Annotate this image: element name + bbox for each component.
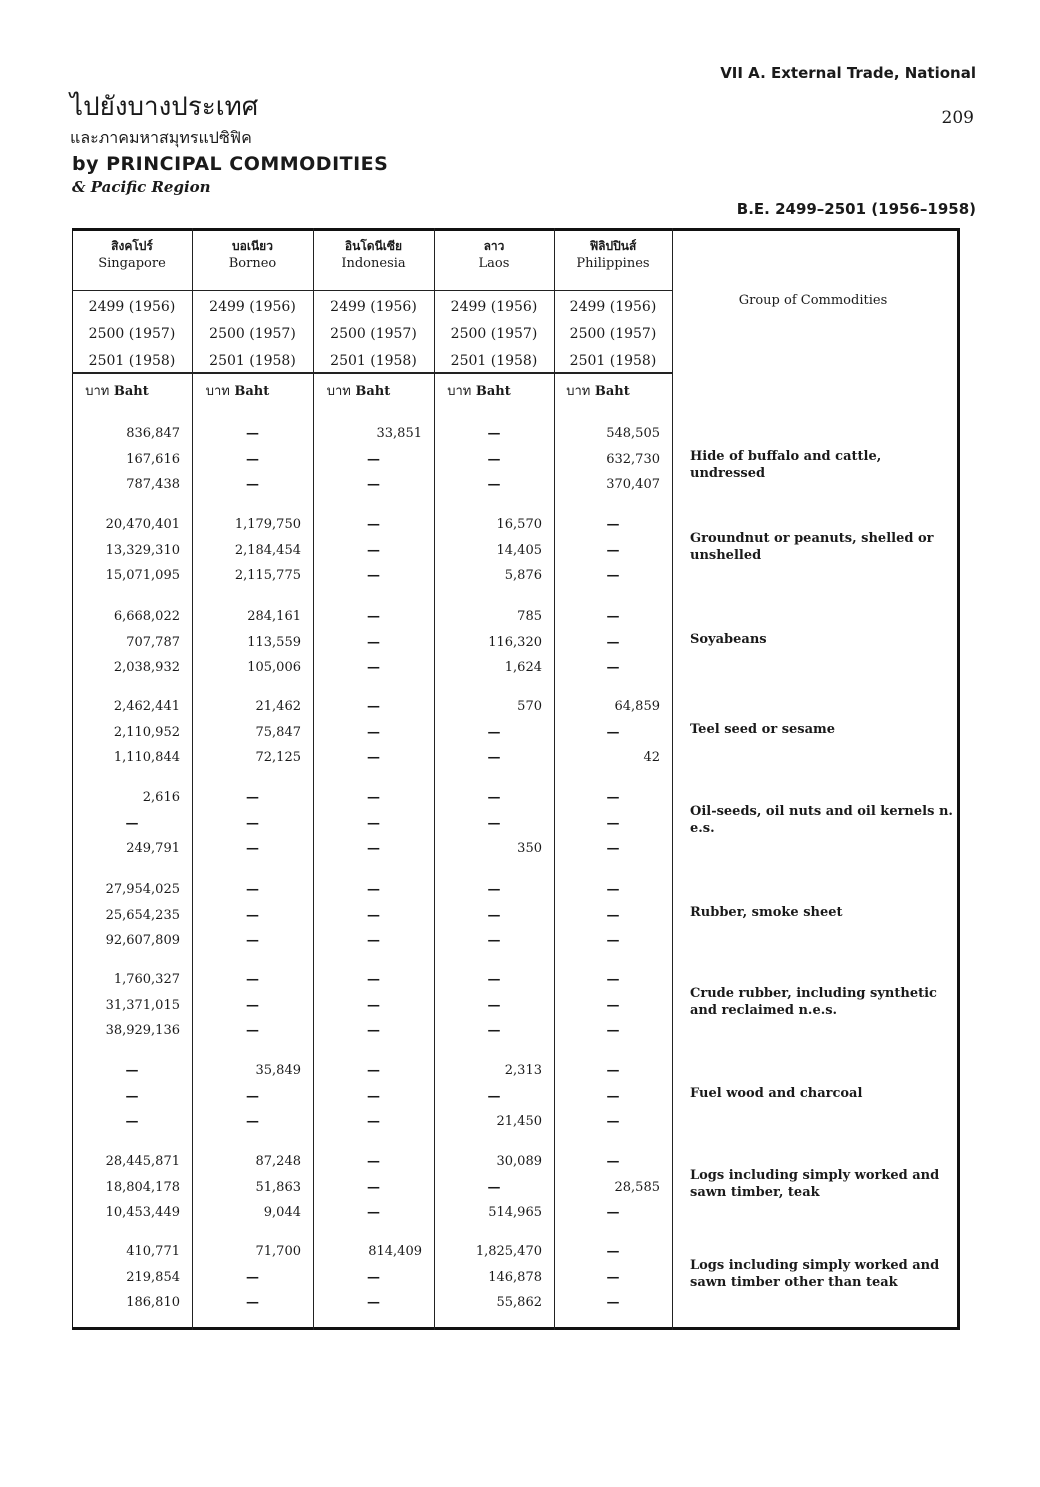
- table-cell: —: [246, 972, 259, 987]
- table-cell: —: [606, 815, 620, 831]
- table-cell: —: [246, 907, 259, 923]
- table-cell: 87,248: [255, 1154, 301, 1169]
- english-subtitle: & Pacific Region: [72, 178, 211, 196]
- table-cell: 71,700: [255, 1244, 301, 1259]
- table-cell: 15,071,095: [105, 568, 180, 583]
- table-cell: 72,125: [255, 750, 301, 765]
- commodity-name: Soyabeans: [690, 632, 767, 647]
- year-label: 2499 (1956): [450, 299, 538, 315]
- table-cell: —: [487, 724, 501, 740]
- table-cell: —: [606, 1269, 620, 1285]
- column-header-english: Laos: [478, 256, 510, 271]
- table-cell: 2,184,454: [234, 542, 301, 558]
- table-cell: 105,006: [247, 660, 301, 675]
- table-cell: 6,668,022: [113, 609, 180, 624]
- table-cell: —: [367, 907, 380, 923]
- table-cell: 2,616: [142, 790, 180, 805]
- table-cell: —: [606, 517, 620, 532]
- table-cell: —: [246, 1088, 259, 1104]
- table-cell: —: [367, 609, 380, 624]
- table-cell: —: [606, 1063, 620, 1078]
- table-cell: —: [367, 841, 380, 856]
- table-cell: —: [367, 790, 380, 805]
- table-cell: 2,110,952: [113, 724, 180, 740]
- table-cell: —: [606, 609, 620, 624]
- table-cell: —: [246, 451, 259, 467]
- table-cell: —: [246, 477, 259, 492]
- table-cell: 219,854: [126, 1269, 180, 1285]
- table-cell: —: [246, 933, 259, 948]
- table-cell: —: [606, 634, 620, 650]
- table-cell: —: [367, 660, 380, 675]
- commodity-name: Hide of buffalo and cattle, undressed: [690, 449, 882, 481]
- table-cell: 30,089: [496, 1154, 542, 1169]
- table-cell: —: [367, 1088, 380, 1104]
- table-cell: —: [125, 1063, 139, 1078]
- commodity-name: Logs including simply worked and sawn timber, teak: [690, 1168, 940, 1200]
- year-label: 2500 (1957): [88, 326, 176, 342]
- table-cell: —: [125, 1088, 139, 1104]
- table-cell: —: [487, 750, 501, 765]
- table-cell: —: [487, 477, 501, 492]
- unit-english: Baht: [475, 384, 511, 399]
- table-cell: —: [487, 882, 501, 897]
- year-label: 2501 (1958): [569, 353, 657, 369]
- commodity-name: Groundnut or peanuts, shelled or unshelled: [690, 531, 934, 563]
- unit-label: [192, 380, 283, 401]
- table-cell: —: [246, 1023, 259, 1038]
- unit-label: [434, 380, 524, 401]
- unit-label: [313, 380, 404, 401]
- table-cell: —: [606, 1244, 620, 1259]
- year-label: 2499 (1956): [569, 299, 657, 315]
- column-header-borneo: [192, 238, 313, 272]
- column-header-thai: อินโดนีเซีย: [344, 239, 403, 253]
- table-cell: 51,863: [255, 1179, 301, 1195]
- table-cell: 28,445,871: [105, 1154, 180, 1169]
- table-cell: 10,453,449: [105, 1205, 180, 1220]
- table-cell: —: [367, 634, 380, 650]
- table-cell: —: [487, 907, 501, 923]
- table-cell: —: [367, 568, 380, 583]
- year-label: 2500 (1957): [209, 326, 296, 342]
- column-header-english: Philippines: [576, 256, 650, 271]
- table-cell: 2,115,775: [234, 568, 301, 583]
- table-cell: —: [606, 568, 620, 583]
- table-cell: —: [606, 1114, 620, 1129]
- table-cell: —: [367, 1063, 380, 1078]
- table-cell: —: [246, 1269, 259, 1285]
- table-cell: —: [246, 997, 259, 1013]
- table-cell: 707,787: [126, 634, 180, 650]
- year-label: 2500 (1957): [330, 326, 417, 342]
- table-cell: —: [367, 517, 380, 532]
- table-cell: 35,849: [255, 1063, 301, 1078]
- table-cell: —: [487, 815, 501, 831]
- table-cell: —: [487, 972, 501, 987]
- table-cell: —: [367, 882, 380, 897]
- table-cell: 5,876: [504, 568, 542, 583]
- table-cell: —: [367, 815, 380, 831]
- unit-label: [554, 380, 642, 401]
- table-cell: —: [606, 997, 620, 1013]
- table-cell: —: [367, 972, 380, 987]
- table-cell: 38,929,136: [105, 1023, 180, 1038]
- commodity-name: Logs including simply worked and sawn timber other than teak: [690, 1258, 940, 1290]
- year-labels: [192, 294, 313, 375]
- thai-title: ไปยังบางประเทศ: [70, 92, 259, 122]
- year-label: 2501 (1958): [330, 353, 417, 369]
- table-cell: 2,313: [504, 1063, 542, 1078]
- table-cell: 28,585: [614, 1179, 660, 1195]
- table-cell: —: [367, 1179, 380, 1195]
- table-cell: 249,791: [126, 841, 180, 856]
- table-cell: 13,329,310: [105, 542, 180, 558]
- table-cell: 2,038,932: [113, 660, 180, 675]
- table-cell: 836,847: [126, 426, 180, 441]
- table-cell: 18,804,178: [105, 1179, 180, 1195]
- unit-thai: บาท: [447, 384, 472, 399]
- period-heading: B.E. 2499–2501 (1956–1958): [736, 200, 976, 218]
- table-cell: 167,616: [126, 451, 180, 467]
- table-cell: 55,862: [496, 1295, 542, 1310]
- commodity-name: Teel seed or sesame: [690, 722, 836, 737]
- table-cell: —: [367, 750, 380, 765]
- table-cell: 186,810: [126, 1295, 180, 1310]
- table-cell: —: [367, 542, 380, 558]
- column-header-indonesia: [313, 238, 434, 272]
- commodity-name: Oil-seeds, oil nuts and oil kernels n. e.s.: [690, 804, 953, 836]
- table-cell: —: [367, 997, 380, 1013]
- table-cell: —: [606, 724, 620, 740]
- page-number: 209: [941, 108, 974, 128]
- table-cell: 116,320: [488, 634, 542, 650]
- column-header-english: Borneo: [228, 256, 277, 271]
- table-cell: 785: [517, 609, 542, 624]
- table-cell: 514,965: [488, 1205, 542, 1220]
- table-cell: —: [367, 1205, 380, 1220]
- table-cell: —: [125, 815, 139, 831]
- table-cell: —: [367, 1295, 380, 1310]
- year-labels: [434, 294, 554, 375]
- table-cell: 350: [517, 841, 542, 856]
- year-label: 2499 (1956): [330, 299, 417, 315]
- year-label: 2499 (1956): [209, 299, 296, 315]
- table-cell: 1,760,327: [113, 972, 180, 987]
- table-cell: —: [367, 699, 380, 714]
- header-divider: [72, 290, 672, 291]
- table-cell: 570: [517, 699, 542, 714]
- table-cell: 1,179,750: [234, 517, 301, 532]
- year-label: 2501 (1958): [209, 353, 296, 369]
- table-cell: —: [246, 1295, 259, 1310]
- table-cell: —: [606, 1295, 620, 1310]
- table-cell: —: [487, 997, 501, 1013]
- column-divider: [672, 228, 673, 1330]
- column-header-philippines: [554, 238, 672, 272]
- table-cell: —: [246, 1114, 259, 1129]
- table-cell: 2,462,441: [113, 699, 180, 714]
- table-cell: 42: [643, 750, 660, 765]
- table-cell: 27,954,025: [105, 882, 180, 897]
- table-cell: 1,110,844: [113, 750, 180, 765]
- column-header-english: Singapore: [98, 256, 166, 271]
- column-header-thai: สิงคโปร์: [111, 239, 153, 253]
- unit-label: [72, 380, 162, 401]
- column-header-thai: ฟิลิปปินส์: [589, 239, 637, 253]
- table-cell: 75,847: [255, 724, 301, 740]
- table-cell: —: [367, 724, 380, 740]
- table-cell: —: [367, 451, 380, 467]
- table-cell: 113,559: [247, 634, 301, 650]
- table-cell: 1,825,470: [475, 1244, 542, 1259]
- table-cell: 16,570: [496, 517, 542, 532]
- table-cell: —: [487, 1023, 501, 1038]
- table-cell: —: [487, 451, 501, 467]
- table-cell: 14,405: [496, 542, 542, 558]
- table-cell: 370,407: [606, 477, 660, 492]
- table-cell: 31,371,015: [105, 997, 180, 1013]
- year-labels: [72, 294, 192, 375]
- table-cell: —: [367, 1023, 380, 1038]
- english-title: by PRINCIPAL COMMODITIES: [72, 153, 389, 175]
- unit-thai: บาท: [326, 384, 351, 399]
- table-cell: —: [487, 790, 501, 805]
- table-cell: —: [125, 1114, 139, 1129]
- table-cell: —: [606, 841, 620, 856]
- commodity-name: Crude rubber, including synthetic and reclaimed n.e.s.: [690, 986, 937, 1018]
- table-cell: 9,044: [263, 1205, 301, 1220]
- unit-english: Baht: [234, 384, 270, 399]
- table-cell: 787,438: [126, 477, 180, 492]
- column-header-thai: บอเนียว: [232, 239, 273, 253]
- column-header-thai: ลาว: [483, 239, 505, 253]
- table-cell: —: [487, 1088, 501, 1104]
- section-heading: VII A. External Trade, National: [720, 64, 976, 82]
- year-labels: [313, 294, 434, 375]
- table-cell: 814,409: [368, 1244, 422, 1259]
- table-cell: —: [487, 1179, 501, 1195]
- table-cell: —: [367, 933, 380, 948]
- table-cell: —: [487, 933, 501, 948]
- table-cell: —: [487, 426, 501, 441]
- table-cell: —: [606, 882, 620, 897]
- table-cell: 410,771: [126, 1244, 180, 1259]
- table-cell: —: [606, 542, 620, 558]
- table-cell: —: [246, 790, 259, 805]
- table-cell: —: [606, 1088, 620, 1104]
- table-cell: —: [606, 790, 620, 805]
- commodity-name: Rubber, smoke sheet: [690, 905, 843, 920]
- table-cell: 146,878: [488, 1269, 542, 1285]
- table-cell: 1,624: [504, 660, 542, 675]
- table-cell: —: [367, 1154, 380, 1169]
- table-cell: —: [246, 882, 259, 897]
- table-cell: —: [367, 1269, 380, 1285]
- table-cell: 21,462: [255, 699, 301, 714]
- table-cell: —: [367, 477, 380, 492]
- table-cell: 284,161: [247, 609, 301, 624]
- column-header-english: Indonesia: [341, 256, 406, 271]
- table-cell: 632,730: [606, 451, 660, 467]
- table-cell: 25,654,235: [105, 907, 180, 923]
- table-cell: —: [246, 815, 259, 831]
- unit-thai: บาท: [566, 384, 591, 399]
- table-cell: —: [606, 1154, 620, 1169]
- unit-english: Baht: [594, 384, 630, 399]
- year-label: 2500 (1957): [569, 326, 657, 342]
- table-cell: 21,450: [496, 1114, 542, 1129]
- year-label: 2501 (1958): [88, 353, 176, 369]
- year-label: 2500 (1957): [450, 326, 538, 342]
- table-cell: 92,607,809: [105, 933, 180, 948]
- unit-thai: บาท: [205, 384, 230, 399]
- thai-subtitle: และภาคมหาสมุทรแปซิฟิค: [70, 128, 252, 147]
- table-cell: —: [606, 933, 620, 948]
- table-cell: —: [367, 1114, 380, 1129]
- table-cell: —: [606, 1205, 620, 1220]
- table-cell: —: [606, 972, 620, 987]
- table-cell: 548,505: [606, 426, 660, 441]
- unit-english: Baht: [113, 384, 149, 399]
- unit-english: Baht: [355, 384, 391, 399]
- table-cell: 33,851: [376, 426, 422, 441]
- year-label: 2501 (1958): [450, 353, 538, 369]
- table-cell: 64,859: [614, 699, 660, 714]
- group-of-commodities-header: Group of Commodities: [738, 293, 888, 308]
- table-cell: —: [246, 841, 259, 856]
- year-labels: [554, 294, 672, 375]
- table-cell: —: [606, 1023, 620, 1038]
- table-cell: —: [606, 907, 620, 923]
- column-header-singapore: [72, 238, 192, 272]
- column-header-laos: [434, 238, 554, 272]
- year-label: 2499 (1956): [88, 299, 176, 315]
- commodity-name: Fuel wood and charcoal: [690, 1086, 863, 1101]
- unit-thai: บาท: [85, 384, 110, 399]
- table-cell: 20,470,401: [105, 517, 180, 532]
- table-cell: —: [606, 660, 620, 675]
- table-cell: —: [246, 426, 259, 441]
